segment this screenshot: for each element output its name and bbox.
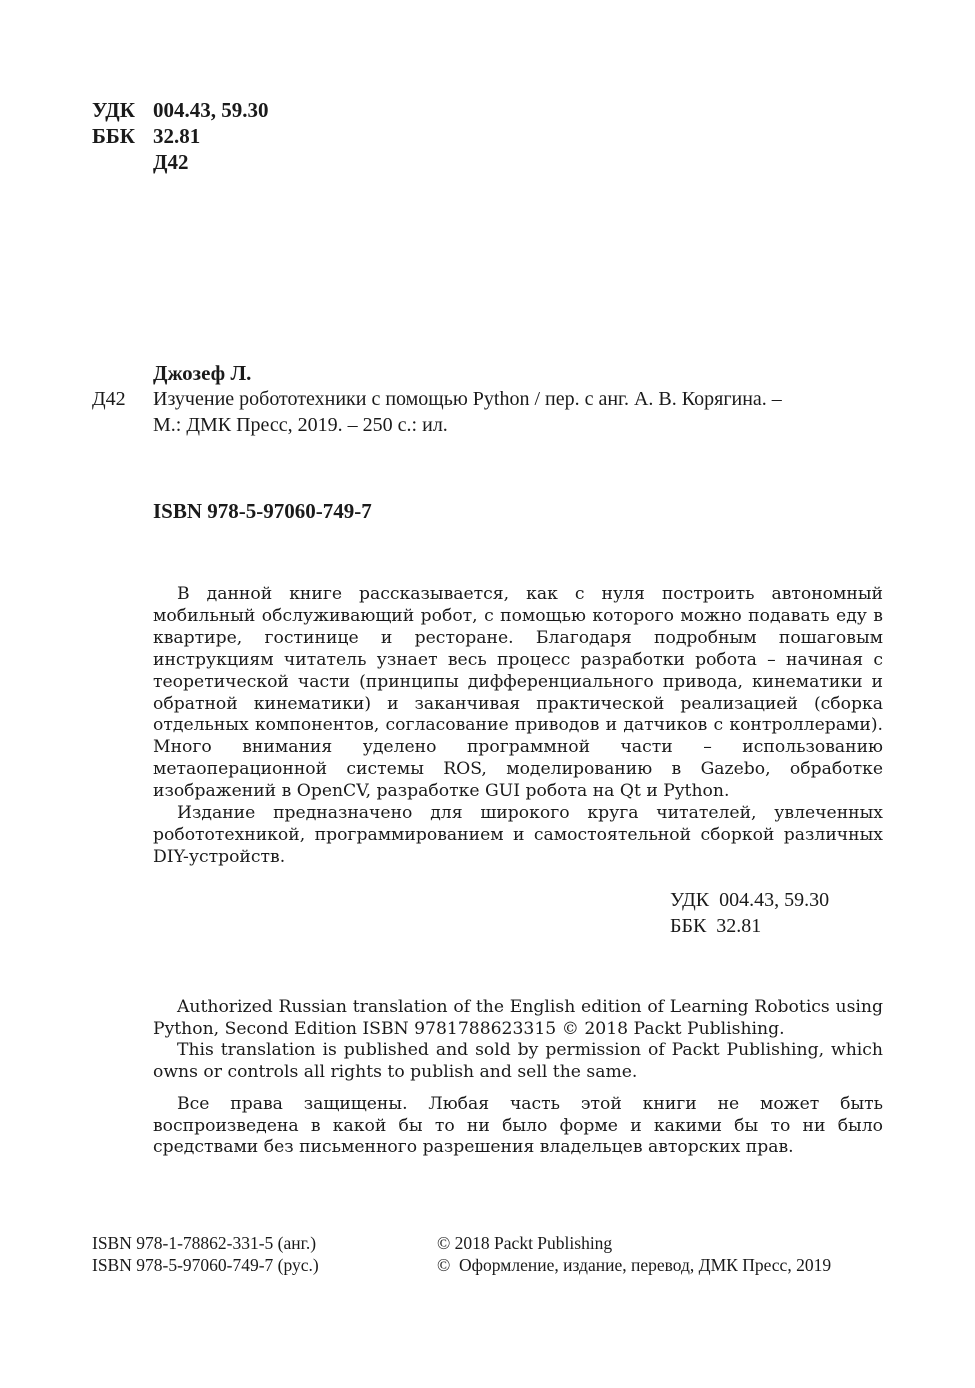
annotation-paragraph-audience: Издание предназначено для широкого круга читателей, увлеченных робототехникой, программированием и самостоятельной сборкой различных DIY-устройств. [153,803,883,867]
udk-label: УДК [92,98,135,122]
udk-index-right: УДК 004.43, 59.30 [670,889,830,911]
udk-value: 004.43, 59.30 [153,98,269,122]
rights-reserved-paragraph: Все права защищены. Любая часть этой книги не может быть воспроизведена в какой бы то ни было форме и какими бы то ни было средствами без письменного разрешения владельцев авторских прав. [153,1094,883,1157]
bib-title-line: Изучение робототехники с помощью Python / пер. с анг. А. В. Корягина. – [153,388,782,410]
annotation-paragraph: В данной книге рассказывается, как с нуля построить автономный мобильный обслуживающий робот, с помощью которого можно подавать еду в квартире, гостинице и ресторане. Благодаря подробным пошаговым инструкциям читатель узнает весь процесс разработки робота – начиная с теоретической части (принципы дифференциального привода, кинематики и обратной кинематики) и заканчивая практической реализацией (сборка отдельных компонентов, согласование приводов и датчиков с контроллерами). Много внимания уделено программной части – использованию метаоперационной системы ROS, моделированию в Gazebo, обработке изображений в OpenCV, разработке GUI робота на Qt и Python. [153,584,883,802]
author-code-value: Д42 [153,150,189,174]
annotation [153,584,883,869]
footer-copyright-dmk: © Оформление, издание, перевод, ДМК Пресс, 2019 [437,1255,832,1275]
bbk-value: 32.81 [153,124,201,148]
footer-isbn-russian: ISBN 978-5-97060-749-7 (рус.) [92,1255,319,1275]
bbk-index-right: ББК 32.81 [670,915,762,937]
isbn-main: ISBN 978-5-97060-749-7 [153,499,372,523]
license-block [153,997,883,1159]
bib-imprint-line: М.: ДМК Пресс, 2019. – 250 с.: ил. [153,414,448,436]
footer-isbn-english: ISBN 978-1-78862-331-5 (анг.) [92,1233,317,1253]
bib-code: Д42 [92,388,126,410]
bbk-label: ББК [92,124,135,148]
license-paragraph-authorized: Authorized Russian translation of the English edition of Learning Robotics using Python, Second Edition ISBN 9781788623315 © 2018 Packt Publishing. [153,997,883,1039]
footer-copyright-packt: © 2018 Packt Publishing [437,1233,613,1253]
author-name: Джозеф Л. [153,361,252,385]
license-paragraph-permission: This translation is published and sold by permission of Packt Publishing, which owns or controls all rights to publish and sell the same. [153,1040,883,1082]
